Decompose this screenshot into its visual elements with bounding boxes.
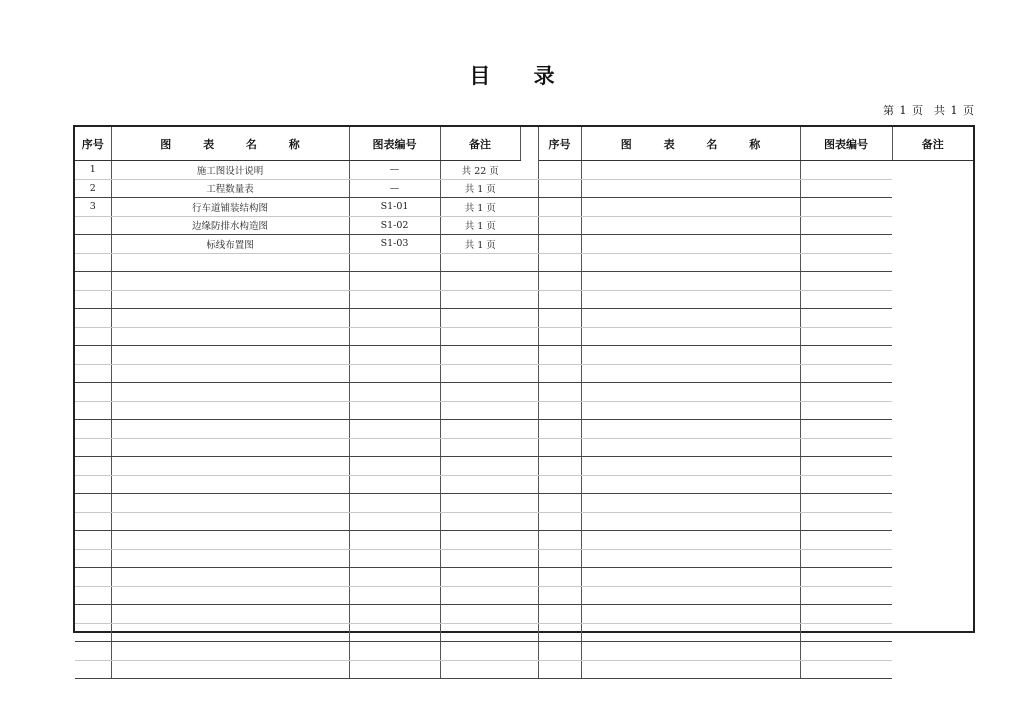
cell-note-left: [440, 586, 520, 605]
cell-name-left: [111, 327, 349, 346]
cell-name-left: 施工图设计说明: [111, 161, 349, 180]
cell-note-right: [800, 512, 892, 531]
cell-name-right: [538, 586, 581, 605]
cell-code-left: [349, 420, 440, 439]
table-row: [75, 531, 973, 550]
cell-note-left: [440, 531, 520, 550]
cell-seq-right: [520, 216, 538, 235]
cell-name-right: [538, 420, 581, 439]
cell-name-right: [538, 253, 581, 272]
cell-seq-right: [520, 660, 538, 679]
cell-code-right: [581, 290, 800, 309]
cell-code-right: [581, 346, 800, 365]
cell-code-right: [581, 272, 800, 291]
cell-note-right: [800, 568, 892, 587]
cell-seq-right: [520, 309, 538, 328]
cell-code-left: [349, 512, 440, 531]
cell-name-left: [111, 420, 349, 439]
cell-name-left: [111, 512, 349, 531]
cell-note-left: [440, 383, 520, 402]
header-seq-left: 序号: [75, 127, 111, 161]
cell-code-left: [349, 586, 440, 605]
cell-code-right: [581, 531, 800, 550]
cell-code-left: S1-02: [349, 216, 440, 235]
cell-seq-left: 1: [75, 161, 111, 180]
cell-seq-left: 2: [75, 179, 111, 198]
cell-seq-left: [75, 383, 111, 402]
cell-name-right: [538, 549, 581, 568]
table-row: [75, 623, 973, 642]
cell-name-left: 工程数量表: [111, 179, 349, 198]
cell-name-left: [111, 364, 349, 383]
cell-name-left: [111, 549, 349, 568]
header-code-left: 图表编号: [349, 127, 440, 161]
cell-seq-left: [75, 327, 111, 346]
cell-note-left: [440, 272, 520, 291]
cell-seq-right: [520, 272, 538, 291]
catalog-table: [73, 125, 975, 633]
cell-code-left: [349, 457, 440, 476]
cell-seq-left: [75, 623, 111, 642]
cell-note-left: 共 1 页: [440, 198, 520, 217]
cell-note-right: [800, 475, 892, 494]
cell-note-left: [440, 290, 520, 309]
cell-name-right: [538, 494, 581, 513]
cell-name-left: [111, 253, 349, 272]
cell-seq-left: [75, 549, 111, 568]
cell-seq-right: [520, 512, 538, 531]
cell-note-right: [800, 253, 892, 272]
cell-name-right: [538, 512, 581, 531]
header-note-left: 备注: [440, 127, 520, 161]
cell-note-right: [800, 586, 892, 605]
cell-name-right: [538, 623, 581, 642]
cell-code-left: [349, 660, 440, 679]
table-row: [75, 438, 973, 457]
cell-code-right: [581, 198, 800, 217]
cell-seq-left: [75, 346, 111, 365]
cell-seq-left: [75, 605, 111, 624]
cell-code-left: [349, 605, 440, 624]
cell-code-right: [581, 309, 800, 328]
cell-note-right: [800, 549, 892, 568]
cell-seq-right: [520, 346, 538, 365]
cell-code-left: [349, 438, 440, 457]
header-seq-right: 序号: [538, 127, 581, 161]
table-row: [75, 549, 973, 568]
cell-code-left: [349, 346, 440, 365]
cell-code-right: [581, 623, 800, 642]
cell-note-right: [800, 346, 892, 365]
cell-code-right: [581, 383, 800, 402]
cell-note-right: [800, 457, 892, 476]
cell-note-right: [800, 290, 892, 309]
cell-note-right: [800, 383, 892, 402]
cell-code-left: [349, 623, 440, 642]
cell-note-left: [440, 346, 520, 365]
table-row: [75, 401, 973, 420]
table-row: [75, 605, 973, 624]
catalog-grid: [75, 127, 973, 679]
cell-note-right: [800, 531, 892, 550]
cell-note-left: [440, 327, 520, 346]
cell-name-left: 标线布置图: [111, 235, 349, 254]
cell-note-left: 共 22 页: [440, 161, 520, 180]
table-row: [75, 586, 973, 605]
cell-code-left: [349, 642, 440, 661]
cell-name-right: [538, 309, 581, 328]
cell-name-left: [111, 494, 349, 513]
cell-code-left: [349, 494, 440, 513]
page-info: 第 1 页 共 1 页: [883, 104, 974, 117]
cell-note-right: [800, 216, 892, 235]
cell-seq-left: [75, 309, 111, 328]
cell-seq-right: [520, 438, 538, 457]
cell-name-right: [538, 198, 581, 217]
cell-note-left: [440, 457, 520, 476]
table-row: [75, 161, 973, 180]
cell-seq-right: [520, 549, 538, 568]
cell-name-left: [111, 383, 349, 402]
cell-seq-left: [75, 253, 111, 272]
cell-name-left: 行车道铺装结构图: [111, 198, 349, 217]
cell-note-left: [440, 364, 520, 383]
cell-note-right: [800, 494, 892, 513]
cell-note-left: [440, 494, 520, 513]
table-row: [75, 235, 973, 254]
cell-name-left: [111, 605, 349, 624]
cell-note-left: [440, 475, 520, 494]
cell-note-right: [800, 438, 892, 457]
cell-code-left: [349, 383, 440, 402]
table-row: [75, 290, 973, 309]
cell-code-left: S1-03: [349, 235, 440, 254]
document-title: 目 录: [469, 64, 573, 88]
cell-code-right: [581, 660, 800, 679]
cell-seq-right: [520, 290, 538, 309]
cell-code-right: [581, 216, 800, 235]
header-note-right: 备注: [892, 127, 973, 161]
cell-seq-left: [75, 531, 111, 550]
cell-note-right: [800, 161, 892, 180]
cell-name-left: [111, 475, 349, 494]
cell-code-left: —: [349, 179, 440, 198]
cell-seq-left: [75, 660, 111, 679]
table-row: [75, 309, 973, 328]
cell-code-left: [349, 309, 440, 328]
cell-name-left: [111, 586, 349, 605]
cell-name-right: [538, 642, 581, 661]
cell-name-left: [111, 623, 349, 642]
header-row: [75, 127, 973, 161]
cell-name-left: [111, 642, 349, 661]
cell-name-left: [111, 272, 349, 291]
cell-seq-right: [520, 420, 538, 439]
table-row: [75, 512, 973, 531]
cell-code-left: [349, 364, 440, 383]
cell-code-left: [349, 253, 440, 272]
cell-seq-left: [75, 290, 111, 309]
cell-name-right: [538, 605, 581, 624]
cell-note-left: [440, 253, 520, 272]
cell-note-left: 共 1 页: [440, 216, 520, 235]
cell-seq-left: [75, 401, 111, 420]
cell-code-left: [349, 401, 440, 420]
table-row: [75, 327, 973, 346]
header-name-right: 图 表 名 称: [581, 127, 800, 161]
cell-seq-right: [520, 364, 538, 383]
cell-name-left: [111, 531, 349, 550]
cell-note-right: [800, 327, 892, 346]
cell-seq-right: [520, 179, 538, 198]
cell-code-right: [581, 179, 800, 198]
table-row: [75, 198, 973, 217]
table-row: [75, 364, 973, 383]
cell-seq-right: [520, 401, 538, 420]
cell-code-left: —: [349, 161, 440, 180]
cell-note-left: [440, 642, 520, 661]
cell-seq-left: [75, 642, 111, 661]
cell-name-left: [111, 401, 349, 420]
cell-name-left: [111, 438, 349, 457]
cell-name-left: 边缘防排水构造图: [111, 216, 349, 235]
cell-seq-right: [520, 605, 538, 624]
cell-note-left: [440, 568, 520, 587]
cell-note-left: [440, 623, 520, 642]
cell-seq-left: [75, 438, 111, 457]
cell-code-right: [581, 420, 800, 439]
cell-name-right: [538, 660, 581, 679]
table-row: [75, 660, 973, 679]
cell-note-left: [440, 605, 520, 624]
cell-name-left: [111, 457, 349, 476]
cell-name-right: [538, 290, 581, 309]
cell-note-left: 共 1 页: [440, 179, 520, 198]
header-code-right: 图表编号: [800, 127, 892, 161]
cell-name-right: [538, 327, 581, 346]
table-row: [75, 475, 973, 494]
cell-name-right: [538, 272, 581, 291]
cell-name-right: [538, 383, 581, 402]
cell-code-right: [581, 475, 800, 494]
cell-code-left: [349, 568, 440, 587]
cell-name-right: [538, 364, 581, 383]
cell-note-left: [440, 420, 520, 439]
cell-code-right: [581, 253, 800, 272]
cell-note-right: [800, 605, 892, 624]
cell-note-right: [800, 623, 892, 642]
cell-code-left: [349, 475, 440, 494]
table-row: [75, 457, 973, 476]
cell-seq-right: [520, 586, 538, 605]
cell-code-left: [349, 531, 440, 550]
cell-name-right: [538, 568, 581, 587]
cell-name-right: [538, 531, 581, 550]
cell-seq-left: [75, 586, 111, 605]
cell-seq-right: [520, 531, 538, 550]
cell-code-right: [581, 457, 800, 476]
cell-name-right: [538, 457, 581, 476]
cell-seq-left: [75, 494, 111, 513]
cell-note-right: [800, 420, 892, 439]
cell-note-right: [800, 235, 892, 254]
cell-code-right: [581, 364, 800, 383]
cell-name-right: [538, 346, 581, 365]
cell-seq-right: [520, 235, 538, 254]
cell-code-right: [581, 235, 800, 254]
cell-seq-left: [75, 457, 111, 476]
cell-seq-left: [75, 272, 111, 291]
cell-name-left: [111, 660, 349, 679]
cell-note-right: [800, 309, 892, 328]
table-row: [75, 346, 973, 365]
header-name-left: 图 表 名 称: [111, 127, 349, 161]
cell-seq-right: [520, 568, 538, 587]
cell-name-right: [538, 216, 581, 235]
cell-seq-right: [520, 198, 538, 217]
column-gap: [520, 127, 538, 161]
cell-seq-left: [75, 420, 111, 439]
cell-code-right: [581, 549, 800, 568]
cell-name-right: [538, 438, 581, 457]
cell-name-right: [538, 235, 581, 254]
table-row: [75, 383, 973, 402]
cell-name-left: [111, 568, 349, 587]
cell-seq-right: [520, 457, 538, 476]
table-row: [75, 568, 973, 587]
table-row: [75, 642, 973, 661]
cell-note-right: [800, 272, 892, 291]
cell-note-left: [440, 401, 520, 420]
cell-seq-right: [520, 253, 538, 272]
table-row: [75, 216, 973, 235]
table-row: [75, 179, 973, 198]
cell-note-right: [800, 179, 892, 198]
cell-note-left: [440, 438, 520, 457]
cell-seq-left: [75, 235, 111, 254]
cell-code-right: [581, 586, 800, 605]
table-row: [75, 494, 973, 513]
cell-seq-right: [520, 161, 538, 180]
cell-seq-right: [520, 623, 538, 642]
cell-note-left: [440, 309, 520, 328]
cell-seq-left: [75, 216, 111, 235]
cell-note-right: [800, 401, 892, 420]
cell-seq-right: [520, 494, 538, 513]
table-row: [75, 420, 973, 439]
cell-seq-left: 3: [75, 198, 111, 217]
cell-seq-right: [520, 642, 538, 661]
cell-note-right: [800, 660, 892, 679]
cell-code-right: [581, 438, 800, 457]
cell-code-right: [581, 494, 800, 513]
cell-name-right: [538, 401, 581, 420]
cell-code-left: [349, 290, 440, 309]
cell-seq-left: [75, 475, 111, 494]
cell-name-left: [111, 346, 349, 365]
cell-code-right: [581, 327, 800, 346]
cell-code-left: [349, 327, 440, 346]
cell-name-right: [538, 179, 581, 198]
cell-note-right: [800, 198, 892, 217]
cell-code-right: [581, 568, 800, 587]
cell-note-left: [440, 512, 520, 531]
cell-seq-left: [75, 512, 111, 531]
cell-code-left: [349, 272, 440, 291]
cell-seq-left: [75, 364, 111, 383]
cell-seq-right: [520, 327, 538, 346]
cell-code-left: [349, 549, 440, 568]
cell-seq-right: [520, 383, 538, 402]
table-row: [75, 272, 973, 291]
cell-note-left: 共 1 页: [440, 235, 520, 254]
cell-note-right: [800, 364, 892, 383]
table-row: [75, 253, 973, 272]
cell-code-right: [581, 161, 800, 180]
cell-code-left: S1-01: [349, 198, 440, 217]
cell-note-left: [440, 660, 520, 679]
cell-name-right: [538, 161, 581, 180]
cell-seq-left: [75, 568, 111, 587]
cell-code-right: [581, 401, 800, 420]
cell-code-right: [581, 605, 800, 624]
cell-note-left: [440, 549, 520, 568]
cell-note-right: [800, 642, 892, 661]
cell-name-left: [111, 290, 349, 309]
cell-name-left: [111, 309, 349, 328]
cell-name-right: [538, 475, 581, 494]
cell-code-right: [581, 512, 800, 531]
cell-seq-right: [520, 475, 538, 494]
cell-code-right: [581, 642, 800, 661]
